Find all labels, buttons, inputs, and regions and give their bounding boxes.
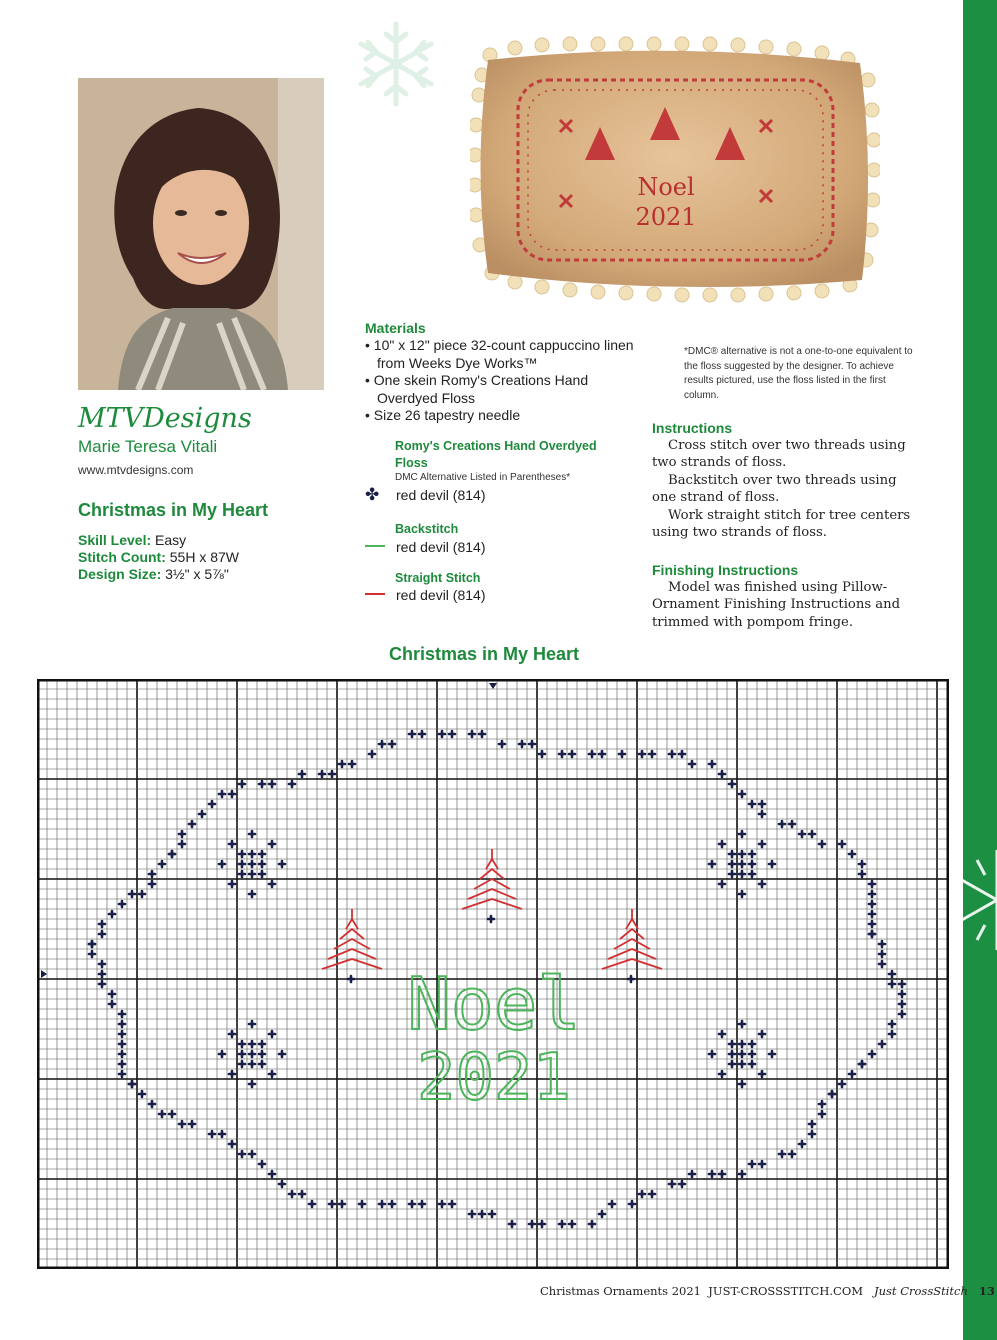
cross-stitch-mark <box>488 916 494 922</box>
cross-stitch-mark <box>89 951 95 957</box>
cross-stitch-mark <box>599 1211 605 1217</box>
cross-stitch-mark <box>259 1051 265 1057</box>
cross-stitch-mark <box>539 1221 545 1227</box>
cross-stitch-mark <box>739 791 745 797</box>
cross-stitch-mark <box>209 1131 215 1137</box>
cross-stitch-mark <box>628 976 634 982</box>
cross-stitch-mark <box>879 951 885 957</box>
cross-stitch-mark <box>469 1211 475 1217</box>
cross-stitch-mark <box>719 881 725 887</box>
cross-stitch-mark <box>569 751 575 757</box>
cross-stitch-mark <box>279 1051 285 1057</box>
cross-stitch-mark <box>869 901 875 907</box>
cross-stitch-mark <box>709 1171 715 1177</box>
project-title: Christmas in My Heart <box>78 500 269 520</box>
instruction-paragraph: Cross stitch over two threads using two strands of floss. <box>652 438 906 471</box>
materials-list <box>365 337 635 425</box>
chart-text-line1: Noel <box>407 962 581 1046</box>
cross-stitch-mark <box>149 881 155 887</box>
cross-stitch-mark <box>259 1061 265 1067</box>
cross-stitch-mark <box>219 791 225 797</box>
cross-stitch-mark <box>249 871 255 877</box>
cross-stitch-mark <box>619 751 625 757</box>
cross-stitch-mark <box>789 1151 795 1157</box>
cross-stitch-mark <box>739 891 745 897</box>
cross-stitch-mark <box>389 1201 395 1207</box>
cross-stitch-mark <box>869 931 875 937</box>
cross-stitch-mark <box>159 861 165 867</box>
page-number: 13 <box>978 1284 995 1298</box>
cross-stitch-chart <box>37 679 949 1269</box>
cross-stitch-mark <box>259 1041 265 1047</box>
cross-stitch-mark <box>99 981 105 987</box>
cross-stitch-mark <box>889 971 895 977</box>
tree-stitch-mark <box>462 899 522 909</box>
cross-stitch-mark <box>289 781 295 787</box>
cross-stitch-mark <box>639 1191 645 1197</box>
cross-stitch-mark <box>469 731 475 737</box>
cross-stitch-mark <box>899 1011 905 1017</box>
tree-stitch-mark <box>340 929 364 939</box>
cross-stitch-mark <box>449 731 455 737</box>
cross-stitch-mark <box>149 871 155 877</box>
cross-stitch-mark <box>269 1171 275 1177</box>
tree-stitch-mark <box>346 919 358 929</box>
cross-stitch-mark <box>249 1081 255 1087</box>
cross-stitch-mark <box>759 881 765 887</box>
instructions-heading: Instructions <box>652 420 733 436</box>
green-sidebar <box>963 0 997 1340</box>
cross-stitch-mark <box>589 1221 595 1227</box>
dmc-note: *DMC® alternative is not a one-to-one equivalent to the floss suggested by the designer. To achieve results pictured, use the floss listed in the first column. <box>684 346 913 401</box>
cross-stitch-mark <box>149 1101 155 1107</box>
cross-stitch-mark <box>219 861 225 867</box>
cross-stitch-mark <box>129 1081 135 1087</box>
cross-stitch-mark <box>109 991 115 997</box>
cross-stitch-mark <box>239 1051 245 1057</box>
cross-stitch-mark <box>739 1041 745 1047</box>
tree-stitch-mark <box>486 859 498 869</box>
floss-subheading: DMC Alternative Listed in Parentheses* <box>395 472 571 483</box>
cross-stitch-mark <box>499 741 505 747</box>
cross-stitch-mark <box>179 841 185 847</box>
cross-stitch-mark <box>849 1071 855 1077</box>
cross-stitch-mark <box>799 831 805 837</box>
cross-stitch-mark <box>109 911 115 917</box>
cross-stitch-mark <box>479 1211 485 1217</box>
cross-stitch-mark <box>879 941 885 947</box>
cross-stitch-mark <box>99 971 105 977</box>
cross-stitch-mark <box>219 1051 225 1057</box>
cross-stitch-mark <box>729 861 735 867</box>
cross-stitch-mark <box>849 851 855 857</box>
tree-stitch-mark <box>468 889 516 899</box>
cross-stitch-mark <box>759 841 765 847</box>
cross-stitch-mark <box>649 751 655 757</box>
cross-stitch-mark <box>259 851 265 857</box>
cross-stitch-mark <box>869 891 875 897</box>
cross-stitch-mark <box>749 871 755 877</box>
skill-level: Skill Level: Easy <box>78 532 187 548</box>
cross-stitch-mark <box>269 1031 275 1037</box>
cross-stitch-mark <box>119 1011 125 1017</box>
cross-stitch-mark <box>739 1021 745 1027</box>
cross-stitch-mark <box>269 881 275 887</box>
tree-stitch-mark <box>480 869 504 879</box>
cross-stitch-mark <box>489 1211 495 1217</box>
cross-stitch-mark <box>299 771 305 777</box>
snowflake-icon <box>963 830 997 970</box>
instruction-paragraph: Work straight stitch for tree centers using two strands of floss. <box>652 507 911 541</box>
cross-stitch-mark <box>679 751 685 757</box>
pillow-text-line1: Noel <box>637 173 695 201</box>
cross-stitch-mark <box>259 861 265 867</box>
floss-heading: Romy's Creations Hand Overdyed Floss <box>395 439 597 470</box>
cross-stitch-mark <box>269 841 275 847</box>
tree-stitch-mark <box>620 929 644 939</box>
designer-photo <box>78 78 324 390</box>
tree-stitch-mark <box>322 959 382 969</box>
finishing-paragraph: Model was finished using Pillow-Ornament Finishing Instructions and trimmed with pompom fringe. <box>652 580 901 630</box>
materials-item: • 10" x 12" piece 32-count cappuccino linen from Weeks Dye Works™ <box>365 337 635 372</box>
tree-stitch-mark <box>474 879 510 889</box>
cross-stitch-mark <box>239 851 245 857</box>
cross-stitch-mark <box>239 781 245 787</box>
cross-stitch-mark <box>889 981 895 987</box>
cross-stitch-mark <box>729 781 735 787</box>
cross-stitch-mark <box>729 1051 735 1057</box>
cross-stitch-mark <box>348 976 354 982</box>
cross-stitch-mark <box>119 1051 125 1057</box>
materials-item: • Size 26 tapestry needle <box>365 407 635 425</box>
cross-stitch-mark <box>629 1201 635 1207</box>
materials-heading: Materials <box>365 320 426 336</box>
pillow-photo <box>470 35 880 305</box>
tree-stitch-mark <box>602 959 662 969</box>
cross-stitch-mark <box>719 771 725 777</box>
cross-stitch-mark <box>789 821 795 827</box>
project-specs <box>78 532 239 583</box>
design-size: Design Size: 3½" x 5⅞" <box>78 566 229 582</box>
cross-stitch-mark <box>409 1201 415 1207</box>
cross-stitch-mark <box>379 741 385 747</box>
cross-stitch-mark <box>739 1061 745 1067</box>
cross-stitch-mark <box>269 781 275 787</box>
cross-stitch-mark <box>259 871 265 877</box>
designer-name: Marie Teresa Vitali <box>78 437 218 456</box>
cross-stitch-mark <box>599 751 605 757</box>
cross-stitch-mark <box>359 1201 365 1207</box>
cross-stitch-mark <box>819 841 825 847</box>
cross-stitch-mark <box>249 891 255 897</box>
cross-stitch-mark <box>419 1201 425 1207</box>
cross-stitch-mark <box>769 1051 775 1057</box>
cross-stitch-mark <box>749 861 755 867</box>
cross-stitch-mark <box>119 1041 125 1047</box>
backstitch-floss: red devil (814) <box>396 539 486 555</box>
chart-title: Christmas in My Heart <box>389 644 580 664</box>
cross-stitch-mark <box>189 821 195 827</box>
cross-stitch-mark <box>569 1221 575 1227</box>
cross-stitch-mark <box>269 1071 275 1077</box>
cross-stitch-mark <box>839 1081 845 1087</box>
cross-stitch-mark <box>819 1101 825 1107</box>
cross-stitch-mark <box>779 1151 785 1157</box>
materials-item: • One skein Romy's Creations Hand Overdyed Floss <box>365 372 635 407</box>
cross-stitch-mark <box>229 881 235 887</box>
cross-stitch-mark <box>259 1161 265 1167</box>
cross-stitch-mark <box>289 1191 295 1197</box>
cross-stitch-mark <box>759 801 765 807</box>
cross-stitch-mark <box>479 731 485 737</box>
cross-stitch-mark <box>119 1021 125 1027</box>
cross-stitch-mark <box>819 1111 825 1117</box>
tree-stitch-mark <box>328 949 376 959</box>
cross-stitch-mark <box>239 1041 245 1047</box>
cross-stitch-mark <box>809 1121 815 1127</box>
cross-stitch-mark <box>739 871 745 877</box>
cross-stitch-mark <box>719 841 725 847</box>
cross-stitch-mark <box>309 1201 315 1207</box>
cross-stitch-mark <box>249 851 255 857</box>
cross-stitch-mark <box>249 1061 255 1067</box>
cross-stitch-mark <box>859 871 865 877</box>
cross-stitch-mark <box>899 1001 905 1007</box>
cross-stitch-mark <box>419 731 425 737</box>
cross-stitch-mark <box>379 1201 385 1207</box>
cross-stitch-mark <box>249 1151 255 1157</box>
cross-stitch-mark <box>669 1181 675 1187</box>
cross-stitch-mark <box>439 1201 445 1207</box>
cross-stitch-mark <box>169 851 175 857</box>
cross-stitch-mark <box>869 911 875 917</box>
cross-stitch-mark <box>519 741 525 747</box>
cross-stitch-mark <box>219 1131 225 1137</box>
cross-stitch-mark <box>749 851 755 857</box>
cross-stitch-mark <box>729 851 735 857</box>
cross-stitch-mark <box>649 1191 655 1197</box>
cross-stitch-mark <box>809 831 815 837</box>
center-arrow-left-icon <box>41 970 47 978</box>
cross-stitch-mark <box>99 931 105 937</box>
cross-stitch-mark <box>179 831 185 837</box>
cross-stitch-mark <box>719 1171 725 1177</box>
cross-stitch-mark <box>319 771 325 777</box>
cross-stitch-mark <box>239 1061 245 1067</box>
cross-stitch-symbol-icon: ✤ <box>365 485 380 504</box>
cross-stitch-mark <box>679 1181 685 1187</box>
cross-stitch-mark <box>609 1201 615 1207</box>
cross-stitch-mark <box>139 891 145 897</box>
cross-stitch-mark <box>559 1221 565 1227</box>
cross-stitch-mark <box>119 901 125 907</box>
tree-stitch-mark <box>334 939 370 949</box>
cross-stitch-mark <box>229 841 235 847</box>
cross-stitch-mark <box>249 1041 255 1047</box>
cross-stitch-mark <box>279 861 285 867</box>
cross-stitch-mark <box>739 1051 745 1057</box>
cross-stitch-mark <box>859 1061 865 1067</box>
cross-stitch-mark <box>839 841 845 847</box>
cross-stitch-mark <box>159 1111 165 1117</box>
cross-stitch-mark <box>739 1081 745 1087</box>
cross-stitch-mark <box>179 1121 185 1127</box>
cross-stitch-mark <box>339 761 345 767</box>
cross-stitch-mark <box>749 1061 755 1067</box>
cross-stitch-mark <box>729 871 735 877</box>
cross-stitch-mark <box>759 1161 765 1167</box>
cross-stitch-mark <box>769 861 775 867</box>
cross-stitch-mark <box>869 881 875 887</box>
footer-site[interactable]: JUST-CROSSSTITCH.COM <box>708 1284 864 1298</box>
cross-stitch-mark <box>119 1031 125 1037</box>
cross-stitch-mark <box>589 751 595 757</box>
cross-stitch-mark <box>739 831 745 837</box>
cross-stitch-mark <box>239 871 245 877</box>
cross-stitch-mark <box>119 1071 125 1077</box>
cross-stitch-mark <box>639 751 645 757</box>
cross-stitch-mark <box>259 781 265 787</box>
cross-stitch-mark <box>99 961 105 967</box>
cross-stitch-mark <box>349 761 355 767</box>
cross-stitch-mark <box>759 1031 765 1037</box>
cross-stitch-mark <box>739 1171 745 1177</box>
cross-stitch-mark <box>749 1041 755 1047</box>
cross-stitch-mark <box>89 941 95 947</box>
cross-stitch-mark <box>509 1221 515 1227</box>
pillow-text-line2: 2021 <box>635 203 697 231</box>
cross-stitch-mark <box>889 1031 895 1037</box>
cross-stitch-mark <box>249 831 255 837</box>
designer-brand: MTVDesigns <box>78 403 252 434</box>
cross-stitch-mark <box>139 1091 145 1097</box>
footer-issue: Christmas Ornaments 2021 <box>540 1284 701 1298</box>
cross-stitch-mark <box>749 1161 755 1167</box>
cross-stitch-mark <box>669 751 675 757</box>
cross-stitch-mark <box>719 1071 725 1077</box>
stitch-count: Stitch Count: 55H x 87W <box>78 549 240 565</box>
cross-stitch-mark <box>729 1061 735 1067</box>
cross-stitch-mark <box>369 751 375 757</box>
cross-stitch-mark <box>189 1121 195 1127</box>
cross-stitch-mark <box>249 1051 255 1057</box>
cross-stitch-mark <box>899 991 905 997</box>
cross-stitch-mark <box>689 1171 695 1177</box>
cross-stitch-mark <box>739 851 745 857</box>
chart-text-line2: 2021 <box>416 1041 572 1115</box>
cross-stitch-mark <box>709 861 715 867</box>
cross-stitch-mark <box>749 801 755 807</box>
cross-stitch-mark <box>689 761 695 767</box>
cross-stitch-mark <box>729 1041 735 1047</box>
instruction-paragraph: Backstitch over two threads using one strand of floss. <box>652 472 897 506</box>
cross-stitch-mark <box>129 891 135 897</box>
cross-stitch-mark <box>759 811 765 817</box>
cross-stitch-mark <box>559 751 565 757</box>
cross-stitch-mark <box>229 1031 235 1037</box>
cross-stitch-floss: red devil (814) <box>396 487 486 503</box>
cross-stitch-mark <box>109 1001 115 1007</box>
cross-stitch-mark <box>879 1041 885 1047</box>
cross-stitch-mark <box>249 861 255 867</box>
straight-stitch-line-icon <box>365 593 385 595</box>
cross-stitch-mark <box>529 1221 535 1227</box>
cross-stitch-mark <box>859 861 865 867</box>
straight-stitch-floss: red devil (814) <box>396 587 486 603</box>
cross-stitch-mark <box>239 861 245 867</box>
cross-stitch-mark <box>529 741 535 747</box>
cross-stitch-mark <box>879 961 885 967</box>
cross-stitch-mark <box>119 1061 125 1067</box>
page-footer <box>540 1284 995 1298</box>
cross-stitch-mark <box>329 1201 335 1207</box>
cross-stitch-mark <box>299 1191 305 1197</box>
cross-stitch-mark <box>169 1111 175 1117</box>
center-arrow-top-icon <box>489 683 497 689</box>
cross-stitch-mark <box>449 1201 455 1207</box>
cross-stitch-mark <box>869 921 875 927</box>
cross-stitch-mark <box>709 1051 715 1057</box>
cross-stitch-mark <box>279 1181 285 1187</box>
cross-stitch-mark <box>799 1141 805 1147</box>
cross-stitch-mark <box>229 1071 235 1077</box>
cross-stitch-mark <box>339 1201 345 1207</box>
backstitch-heading: Backstitch <box>395 522 459 536</box>
cross-stitch-mark <box>539 751 545 757</box>
cross-stitch-mark <box>719 1031 725 1037</box>
cross-stitch-mark <box>829 1091 835 1097</box>
cross-stitch-mark <box>409 731 415 737</box>
cross-stitch-mark <box>229 791 235 797</box>
cross-stitch-mark <box>239 1151 245 1157</box>
tree-stitch-mark <box>614 939 650 949</box>
cross-stitch-mark <box>739 861 745 867</box>
instructions-text <box>652 437 922 541</box>
cross-stitch-mark <box>779 821 785 827</box>
cross-stitch-mark <box>439 731 445 737</box>
tree-stitch-mark <box>608 949 656 959</box>
footer-magazine: Just CrossStitch <box>874 1284 968 1298</box>
designer-website[interactable]: www.mtvdesigns.com <box>78 463 194 477</box>
cross-stitch-mark <box>249 1021 255 1027</box>
cross-stitch-mark <box>199 811 205 817</box>
cross-stitch-mark <box>229 1141 235 1147</box>
cross-stitch-mark <box>889 1021 895 1027</box>
finishing-heading: Finishing Instructions <box>652 562 799 578</box>
cross-stitch-mark <box>809 1131 815 1137</box>
cross-stitch-mark <box>899 981 905 987</box>
straight-stitch-heading: Straight Stitch <box>395 571 481 585</box>
finishing-text <box>652 579 922 631</box>
cross-stitch-mark <box>329 771 335 777</box>
cross-stitch-mark <box>869 1051 875 1057</box>
cross-stitch-mark <box>709 761 715 767</box>
cross-stitch-mark <box>749 1051 755 1057</box>
cross-stitch-mark <box>759 1071 765 1077</box>
cross-stitch-mark <box>389 741 395 747</box>
snowflake-icon <box>352 20 440 108</box>
cross-stitch-mark <box>99 921 105 927</box>
cross-stitch-mark <box>209 801 215 807</box>
backstitch-line-icon <box>365 545 385 547</box>
